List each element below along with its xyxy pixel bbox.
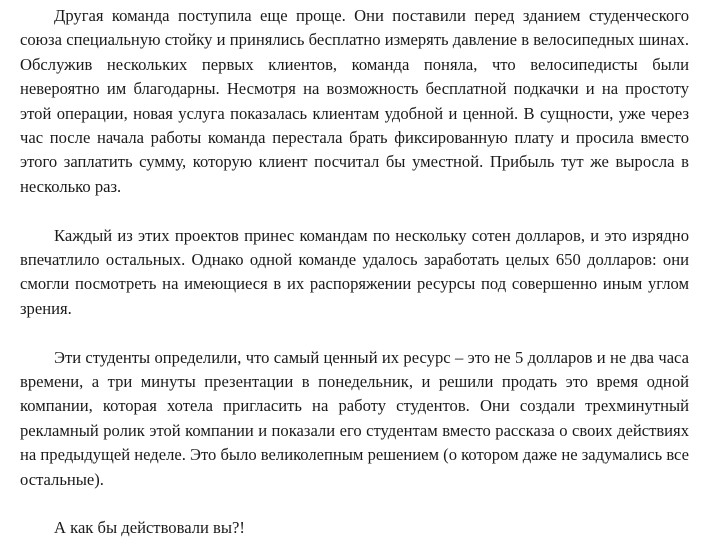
paragraph: Другая команда поступила еще проще. Они поставили перед зданием студенческого союза специальную стойку и принялись бесплатно измерять давление в велосипедных шинах. Обслужив нескольких первых клиентов, команда поняла, что велосипедисты были невероятно им благодарны. Несмотря на возможность бесплатной подкачки и на простоту этой операции, новая услуга показалась клиентам удобной и ценной. В сущности, уже через час после начала работы команда перестала брать фиксированную плату и просила вместо этого заплатить сумму, которую клиент посчитал бы уместной. Прибыль тут же выросла в несколько раз. [20, 6, 689, 196]
paragraph: А как бы действовали вы?! [54, 518, 245, 538]
paragraph: Эти студенты определили, что самый ценный их ресурс – это не 5 долларов и не два часа времени, а три минуты презентации в понедельник, и решили продать это время одной компании, которая хотела пригласить на работу студентов. Они создали трехминутный рекламный ролик этой компании и показали его студентам вместо рассказа о своих действиях на предыдущей неделе. Это было великолепным решением (о котором даже не задумались все остальные). [20, 347, 689, 489]
document-body [20, 4, 689, 541]
paragraph: Каждый из этих проектов принес командам по нескольку сотен долларов, и это изрядно впечатлило остальных. Однако одной команде удалось заработать целых 650 долларов: они смогли посмотреть на имеющиеся в их распоряжении ресурсы под совершенно иным углом зрения. [20, 225, 689, 318]
